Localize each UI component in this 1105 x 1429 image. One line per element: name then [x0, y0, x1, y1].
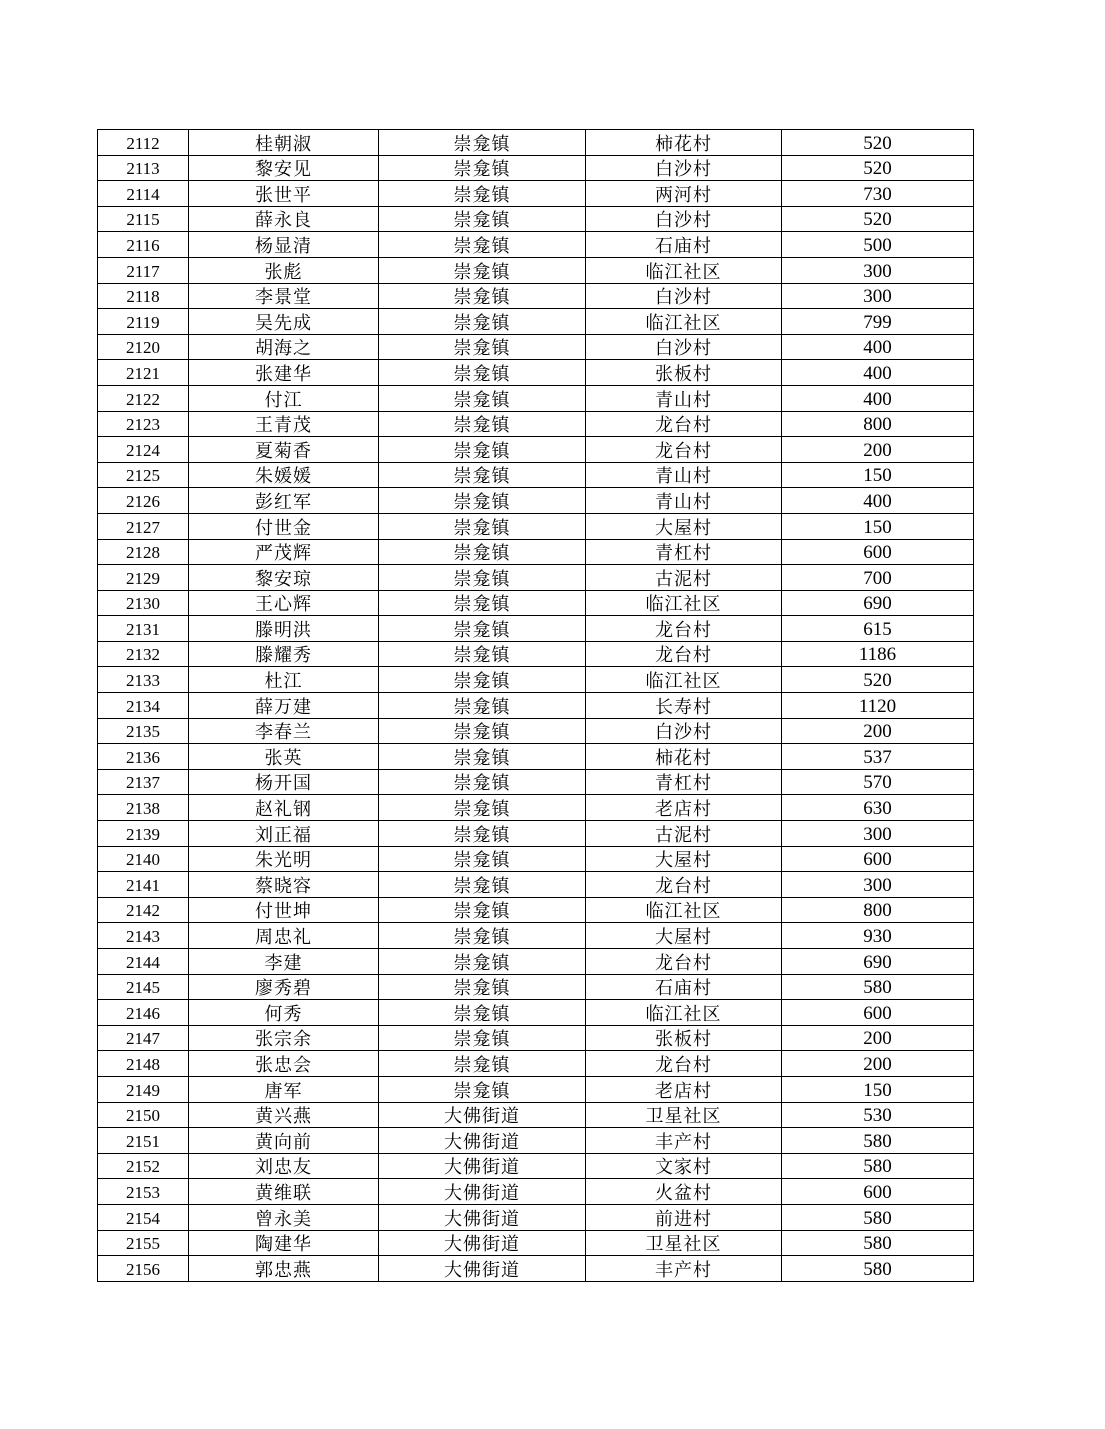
table-row — [98, 206, 974, 232]
row-number-cell: 2144 — [98, 949, 189, 975]
village-cell: 龙台村 — [586, 872, 782, 898]
town-cell: 大佛街道 — [379, 1102, 586, 1128]
name-cell: 朱光明 — [189, 846, 379, 872]
town-cell: 崇龛镇 — [379, 411, 586, 437]
table-row — [98, 130, 974, 156]
village-cell: 青山村 — [586, 488, 782, 514]
table-row — [98, 1051, 974, 1077]
amount-cell: 150 — [782, 462, 974, 488]
amount-cell: 537 — [782, 744, 974, 770]
name-cell: 严茂辉 — [189, 539, 379, 565]
table-row — [98, 693, 974, 719]
amount-cell: 730 — [782, 181, 974, 207]
village-cell: 临江社区 — [586, 257, 782, 283]
village-cell: 老店村 — [586, 795, 782, 821]
town-cell: 崇龛镇 — [379, 513, 586, 539]
table-row — [98, 590, 974, 616]
amount-cell: 500 — [782, 232, 974, 258]
table-row — [98, 385, 974, 411]
name-cell: 周忠礼 — [189, 923, 379, 949]
village-cell: 白沙村 — [586, 718, 782, 744]
amount-cell: 520 — [782, 130, 974, 156]
row-number-cell: 2153 — [98, 1179, 189, 1205]
amount-cell: 400 — [782, 360, 974, 386]
name-cell: 赵礼钢 — [189, 795, 379, 821]
amount-cell: 580 — [782, 974, 974, 1000]
amount-cell: 630 — [782, 795, 974, 821]
town-cell: 大佛街道 — [379, 1230, 586, 1256]
table-row — [98, 462, 974, 488]
table-row — [98, 897, 974, 923]
name-cell: 何秀 — [189, 1000, 379, 1026]
name-cell: 杨开国 — [189, 769, 379, 795]
village-cell: 老店村 — [586, 1076, 782, 1102]
village-cell: 临江社区 — [586, 309, 782, 335]
town-cell: 崇龛镇 — [379, 334, 586, 360]
amount-cell: 600 — [782, 539, 974, 565]
town-cell: 崇龛镇 — [379, 1000, 586, 1026]
town-cell: 大佛街道 — [379, 1153, 586, 1179]
village-cell: 长寿村 — [586, 693, 782, 719]
table-row — [98, 181, 974, 207]
row-number-cell: 2141 — [98, 872, 189, 898]
row-number-cell: 2135 — [98, 718, 189, 744]
row-number-cell: 2117 — [98, 257, 189, 283]
village-cell: 龙台村 — [586, 949, 782, 975]
name-cell: 薛永良 — [189, 206, 379, 232]
table-row — [98, 795, 974, 821]
amount-cell: 1120 — [782, 693, 974, 719]
name-cell: 张建华 — [189, 360, 379, 386]
name-cell: 张英 — [189, 744, 379, 770]
town-cell: 崇龛镇 — [379, 565, 586, 591]
table-row — [98, 411, 974, 437]
table-row — [98, 283, 974, 309]
name-cell: 黄兴燕 — [189, 1102, 379, 1128]
amount-cell: 200 — [782, 1051, 974, 1077]
village-cell: 大屋村 — [586, 513, 782, 539]
row-number-cell: 2121 — [98, 360, 189, 386]
amount-cell: 400 — [782, 385, 974, 411]
name-cell: 杨显清 — [189, 232, 379, 258]
row-number-cell: 2132 — [98, 641, 189, 667]
table-row — [98, 1076, 974, 1102]
town-cell: 崇龛镇 — [379, 309, 586, 335]
name-cell: 滕明洪 — [189, 616, 379, 642]
row-number-cell: 2137 — [98, 769, 189, 795]
village-cell: 青杠村 — [586, 769, 782, 795]
village-cell: 临江社区 — [586, 1000, 782, 1026]
amount-cell: 615 — [782, 616, 974, 642]
amount-cell: 799 — [782, 309, 974, 335]
table-row — [98, 539, 974, 565]
name-cell: 张彪 — [189, 257, 379, 283]
table-row — [98, 923, 974, 949]
village-cell: 龙台村 — [586, 641, 782, 667]
table-row — [98, 744, 974, 770]
table-row — [98, 846, 974, 872]
town-cell: 大佛街道 — [379, 1256, 586, 1282]
table-row — [98, 769, 974, 795]
name-cell: 彭红军 — [189, 488, 379, 514]
table-row — [98, 1204, 974, 1230]
table-row — [98, 232, 974, 258]
table-row — [98, 974, 974, 1000]
town-cell: 崇龛镇 — [379, 744, 586, 770]
amount-cell: 700 — [782, 565, 974, 591]
town-cell: 崇龛镇 — [379, 667, 586, 693]
row-number-cell: 2112 — [98, 130, 189, 156]
row-number-cell: 2149 — [98, 1076, 189, 1102]
row-number-cell: 2130 — [98, 590, 189, 616]
amount-cell: 300 — [782, 872, 974, 898]
table-row — [98, 334, 974, 360]
town-cell: 崇龛镇 — [379, 130, 586, 156]
village-cell: 丰产村 — [586, 1128, 782, 1154]
name-cell: 黄维联 — [189, 1179, 379, 1205]
row-number-cell: 2146 — [98, 1000, 189, 1026]
table-row — [98, 1153, 974, 1179]
town-cell: 崇龛镇 — [379, 257, 586, 283]
name-cell: 曾永美 — [189, 1204, 379, 1230]
table-row — [98, 1000, 974, 1026]
row-number-cell: 2143 — [98, 923, 189, 949]
row-number-cell: 2119 — [98, 309, 189, 335]
town-cell: 崇龛镇 — [379, 1076, 586, 1102]
row-number-cell: 2123 — [98, 411, 189, 437]
town-cell: 大佛街道 — [379, 1179, 586, 1205]
town-cell: 崇龛镇 — [379, 616, 586, 642]
row-number-cell: 2116 — [98, 232, 189, 258]
name-cell: 李建 — [189, 949, 379, 975]
town-cell: 崇龛镇 — [379, 795, 586, 821]
row-number-cell: 2147 — [98, 1025, 189, 1051]
town-cell: 崇龛镇 — [379, 437, 586, 463]
table-row — [98, 1230, 974, 1256]
town-cell: 崇龛镇 — [379, 206, 586, 232]
amount-cell: 400 — [782, 488, 974, 514]
name-cell: 廖秀碧 — [189, 974, 379, 1000]
name-cell: 桂朝淑 — [189, 130, 379, 156]
village-cell: 卫星社区 — [586, 1102, 782, 1128]
village-cell: 龙台村 — [586, 616, 782, 642]
amount-cell: 300 — [782, 257, 974, 283]
town-cell: 崇龛镇 — [379, 181, 586, 207]
village-cell: 卫星社区 — [586, 1230, 782, 1256]
row-number-cell: 2152 — [98, 1153, 189, 1179]
amount-cell: 580 — [782, 1256, 974, 1282]
table-row — [98, 155, 974, 181]
village-cell: 古泥村 — [586, 565, 782, 591]
village-cell: 大屋村 — [586, 923, 782, 949]
village-cell: 白沙村 — [586, 283, 782, 309]
village-cell: 临江社区 — [586, 590, 782, 616]
row-number-cell: 2156 — [98, 1256, 189, 1282]
row-number-cell: 2125 — [98, 462, 189, 488]
amount-cell: 200 — [782, 718, 974, 744]
town-cell: 崇龛镇 — [379, 693, 586, 719]
table-body — [98, 130, 974, 1282]
amount-cell: 150 — [782, 513, 974, 539]
village-cell: 火盆村 — [586, 1179, 782, 1205]
table-row — [98, 565, 974, 591]
table-row — [98, 641, 974, 667]
row-number-cell: 2142 — [98, 897, 189, 923]
town-cell: 崇龛镇 — [379, 283, 586, 309]
row-number-cell: 2134 — [98, 693, 189, 719]
row-number-cell: 2131 — [98, 616, 189, 642]
village-cell: 龙台村 — [586, 1051, 782, 1077]
village-cell: 临江社区 — [586, 897, 782, 923]
row-number-cell: 2155 — [98, 1230, 189, 1256]
village-cell: 张板村 — [586, 360, 782, 386]
town-cell: 崇龛镇 — [379, 462, 586, 488]
amount-cell: 520 — [782, 206, 974, 232]
village-cell: 龙台村 — [586, 411, 782, 437]
village-cell: 张板村 — [586, 1025, 782, 1051]
name-cell: 张忠会 — [189, 1051, 379, 1077]
table-row — [98, 1179, 974, 1205]
village-cell: 白沙村 — [586, 155, 782, 181]
town-cell: 崇龛镇 — [379, 155, 586, 181]
name-cell: 吴先成 — [189, 309, 379, 335]
row-number-cell: 2151 — [98, 1128, 189, 1154]
amount-cell: 570 — [782, 769, 974, 795]
name-cell: 杜江 — [189, 667, 379, 693]
village-cell: 白沙村 — [586, 206, 782, 232]
table-row — [98, 257, 974, 283]
name-cell: 朱媛媛 — [189, 462, 379, 488]
name-cell: 陶建华 — [189, 1230, 379, 1256]
row-number-cell: 2126 — [98, 488, 189, 514]
amount-cell: 150 — [782, 1076, 974, 1102]
row-number-cell: 2140 — [98, 846, 189, 872]
village-cell: 两河村 — [586, 181, 782, 207]
town-cell: 崇龛镇 — [379, 590, 586, 616]
name-cell: 唐军 — [189, 1076, 379, 1102]
table-row — [98, 949, 974, 975]
name-cell: 李景堂 — [189, 283, 379, 309]
village-cell: 柿花村 — [586, 744, 782, 770]
village-cell: 临江社区 — [586, 667, 782, 693]
amount-cell: 580 — [782, 1230, 974, 1256]
name-cell: 胡海之 — [189, 334, 379, 360]
amount-cell: 580 — [782, 1204, 974, 1230]
amount-cell: 930 — [782, 923, 974, 949]
table-row — [98, 1102, 974, 1128]
name-cell: 郭忠燕 — [189, 1256, 379, 1282]
amount-cell: 200 — [782, 1025, 974, 1051]
amount-cell: 1186 — [782, 641, 974, 667]
village-cell: 青山村 — [586, 385, 782, 411]
village-cell: 龙台村 — [586, 437, 782, 463]
table-row — [98, 872, 974, 898]
row-number-cell: 2120 — [98, 334, 189, 360]
amount-cell: 800 — [782, 411, 974, 437]
town-cell: 崇龛镇 — [379, 1051, 586, 1077]
table-row — [98, 821, 974, 847]
town-cell: 大佛街道 — [379, 1204, 586, 1230]
town-cell: 崇龛镇 — [379, 821, 586, 847]
town-cell: 崇龛镇 — [379, 360, 586, 386]
name-cell: 张宗余 — [189, 1025, 379, 1051]
row-number-cell: 2139 — [98, 821, 189, 847]
row-number-cell: 2129 — [98, 565, 189, 591]
beneficiary-table — [97, 129, 974, 1282]
town-cell: 崇龛镇 — [379, 897, 586, 923]
amount-cell: 690 — [782, 590, 974, 616]
name-cell: 夏菊香 — [189, 437, 379, 463]
town-cell: 崇龛镇 — [379, 385, 586, 411]
row-number-cell: 2122 — [98, 385, 189, 411]
amount-cell: 580 — [782, 1128, 974, 1154]
row-number-cell: 2154 — [98, 1204, 189, 1230]
row-number-cell: 2133 — [98, 667, 189, 693]
amount-cell: 520 — [782, 667, 974, 693]
town-cell: 崇龛镇 — [379, 974, 586, 1000]
name-cell: 王心辉 — [189, 590, 379, 616]
name-cell: 黎安琼 — [189, 565, 379, 591]
amount-cell: 200 — [782, 437, 974, 463]
name-cell: 刘正福 — [189, 821, 379, 847]
town-cell: 大佛街道 — [379, 1128, 586, 1154]
amount-cell: 800 — [782, 897, 974, 923]
table-row — [98, 309, 974, 335]
name-cell: 黎安见 — [189, 155, 379, 181]
table-row — [98, 1128, 974, 1154]
village-cell: 白沙村 — [586, 334, 782, 360]
town-cell: 崇龛镇 — [379, 1025, 586, 1051]
row-number-cell: 2127 — [98, 513, 189, 539]
amount-cell: 600 — [782, 1179, 974, 1205]
amount-cell: 300 — [782, 821, 974, 847]
table-row — [98, 488, 974, 514]
amount-cell: 690 — [782, 949, 974, 975]
table-row — [98, 616, 974, 642]
amount-cell: 520 — [782, 155, 974, 181]
row-number-cell: 2128 — [98, 539, 189, 565]
table-row — [98, 437, 974, 463]
amount-cell: 400 — [782, 334, 974, 360]
town-cell: 崇龛镇 — [379, 872, 586, 898]
amount-cell: 300 — [782, 283, 974, 309]
town-cell: 崇龛镇 — [379, 488, 586, 514]
name-cell: 刘忠友 — [189, 1153, 379, 1179]
name-cell: 付世金 — [189, 513, 379, 539]
amount-cell: 530 — [782, 1102, 974, 1128]
name-cell: 滕耀秀 — [189, 641, 379, 667]
row-number-cell: 2115 — [98, 206, 189, 232]
name-cell: 付世坤 — [189, 897, 379, 923]
row-number-cell: 2148 — [98, 1051, 189, 1077]
village-cell: 前进村 — [586, 1204, 782, 1230]
row-number-cell: 2145 — [98, 974, 189, 1000]
amount-cell: 600 — [782, 846, 974, 872]
amount-cell: 600 — [782, 1000, 974, 1026]
table-row — [98, 1025, 974, 1051]
village-cell: 青山村 — [586, 462, 782, 488]
name-cell: 薛万建 — [189, 693, 379, 719]
village-cell: 石庙村 — [586, 974, 782, 1000]
village-cell: 大屋村 — [586, 846, 782, 872]
row-number-cell: 2114 — [98, 181, 189, 207]
row-number-cell: 2136 — [98, 744, 189, 770]
name-cell: 蔡晓容 — [189, 872, 379, 898]
row-number-cell: 2118 — [98, 283, 189, 309]
town-cell: 崇龛镇 — [379, 718, 586, 744]
town-cell: 崇龛镇 — [379, 769, 586, 795]
village-cell: 石庙村 — [586, 232, 782, 258]
table-row — [98, 360, 974, 386]
town-cell: 崇龛镇 — [379, 641, 586, 667]
village-cell: 文家村 — [586, 1153, 782, 1179]
village-cell: 青杠村 — [586, 539, 782, 565]
row-number-cell: 2113 — [98, 155, 189, 181]
table-row — [98, 513, 974, 539]
name-cell: 黄向前 — [189, 1128, 379, 1154]
table-row — [98, 1256, 974, 1282]
name-cell: 张世平 — [189, 181, 379, 207]
town-cell: 崇龛镇 — [379, 923, 586, 949]
name-cell: 王青茂 — [189, 411, 379, 437]
row-number-cell: 2150 — [98, 1102, 189, 1128]
name-cell: 付江 — [189, 385, 379, 411]
village-cell: 柿花村 — [586, 130, 782, 156]
town-cell: 崇龛镇 — [379, 949, 586, 975]
village-cell: 古泥村 — [586, 821, 782, 847]
town-cell: 崇龛镇 — [379, 846, 586, 872]
table-row — [98, 667, 974, 693]
town-cell: 崇龛镇 — [379, 539, 586, 565]
village-cell: 丰产村 — [586, 1256, 782, 1282]
row-number-cell: 2124 — [98, 437, 189, 463]
name-cell: 李春兰 — [189, 718, 379, 744]
town-cell: 崇龛镇 — [379, 232, 586, 258]
table-row — [98, 718, 974, 744]
amount-cell: 580 — [782, 1153, 974, 1179]
row-number-cell: 2138 — [98, 795, 189, 821]
